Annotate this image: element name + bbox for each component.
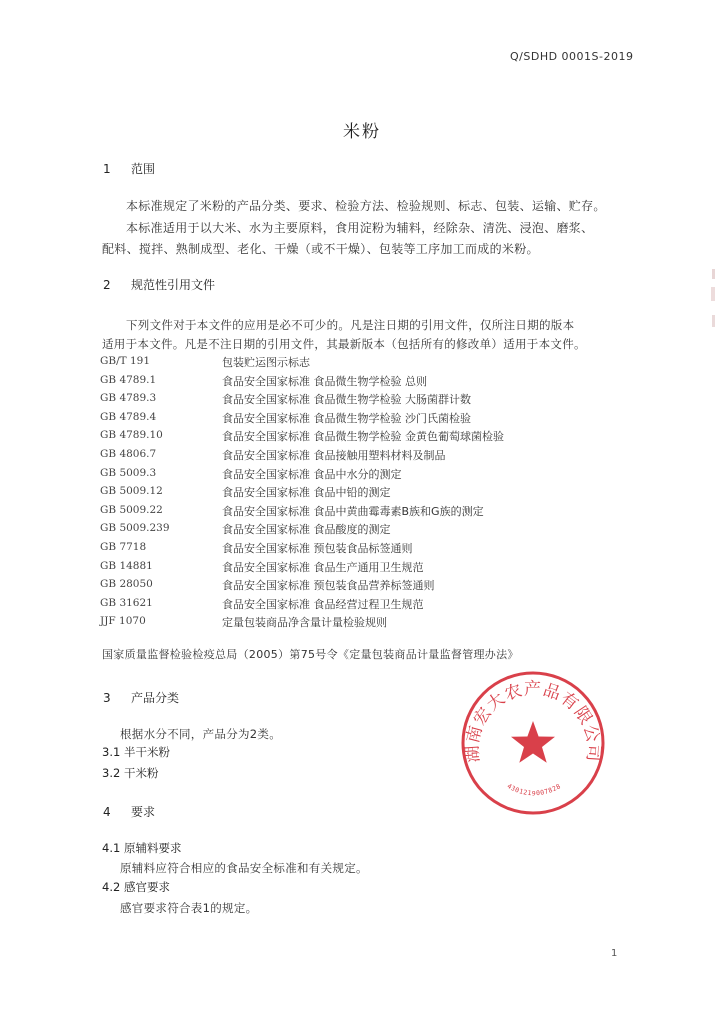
reference-title: 食品安全国家标准 食品中水分的测定 bbox=[222, 467, 402, 481]
sensory-requirement: 感官要求符合表1的规定。 bbox=[120, 901, 258, 915]
subsection-4-2 bbox=[102, 879, 170, 895]
reference-title: 包装贮运图示标志 bbox=[222, 356, 310, 369]
references-intro-line-1: 下列文件对于本文件的应用是必不可少的。凡是注日期的引用文件，仅所注日期的版本 bbox=[126, 318, 575, 332]
reference-title: 食品安全国家标准 食品中黄曲霉毒素B族和G族的测定 bbox=[222, 504, 484, 518]
reference-title: 食品安全国家标准 食品微生物学检验 总则 bbox=[222, 374, 427, 388]
reference-title: 食品安全国家标准 食品微生物学检验 沙门氏菌检验 bbox=[222, 411, 471, 425]
section-title: 要求 bbox=[131, 805, 156, 819]
section-title: 规范性引用文件 bbox=[131, 278, 216, 292]
page-number: 1 bbox=[611, 948, 618, 959]
reference-title: 食品安全国家标准 食品中铅的测定 bbox=[222, 486, 391, 500]
reference-title: 定量包装商品净含量计量检验规则 bbox=[222, 616, 387, 630]
reference-code: GB 5009.22 bbox=[100, 503, 163, 516]
reference-code: GB 14881 bbox=[100, 559, 153, 572]
scan-edge-marks bbox=[709, 265, 719, 345]
document-title: 米粉 bbox=[343, 122, 381, 142]
subsection-title: 原辅料要求 bbox=[123, 841, 182, 855]
seal-company-name: 湖南宏大农产品有限公司 bbox=[462, 679, 604, 764]
subsection-number: 4.2 bbox=[102, 880, 121, 894]
section-title: 产品分类 bbox=[131, 691, 180, 705]
scope-paragraph-1: 本标准规定了米粉的产品分类、要求、检验方法、检验规则、标志、包装、运输、贮存。 bbox=[126, 199, 606, 213]
classification-paragraph: 根据水分不同，产品分为2类。 bbox=[120, 727, 282, 741]
reference-title: 食品安全国家标准 食品微生物学检验 金黄色葡萄球菌检验 bbox=[222, 430, 504, 444]
raw-material-requirement: 原辅料应符合相应的食品安全标准和有关规定。 bbox=[120, 861, 368, 875]
reference-code: GB 5009.239 bbox=[100, 522, 170, 535]
reference-title: 食品安全国家标准 预包装食品营养标签通则 bbox=[222, 579, 435, 593]
reference-code: GB 4789.4 bbox=[100, 410, 157, 423]
subsection-title: 感官要求 bbox=[123, 880, 170, 894]
reference-code: GB 31621 bbox=[100, 596, 153, 609]
subsection-number: 3.2 bbox=[102, 766, 121, 780]
company-seal bbox=[458, 668, 608, 818]
subsection-3-2 bbox=[102, 765, 158, 781]
reference-title: 食品安全国家标准 食品经营过程卫生规范 bbox=[222, 597, 424, 611]
seal-serial-number: 4301219007828 bbox=[505, 782, 563, 798]
subsection-3-1 bbox=[102, 744, 170, 760]
subsection-title: 半干米粉 bbox=[123, 745, 170, 759]
decree-reference: 国家质量监督检验检疫总局（2005）第75号令《定量包装商品计量监督管理办法》 bbox=[102, 648, 519, 661]
reference-code: JJF 1070 bbox=[100, 615, 146, 628]
section-number: 2 bbox=[103, 278, 111, 292]
reference-title: 食品安全国家标准 食品接触用塑料材料及制品 bbox=[222, 449, 446, 462]
section-number: 3 bbox=[103, 691, 111, 705]
reference-code: GB 7718 bbox=[100, 541, 147, 553]
section-1-heading bbox=[103, 160, 155, 177]
section-number: 1 bbox=[103, 162, 111, 176]
scope-paragraph-2-line-2: 配料、搅拌、熟制成型、老化、干燥（或不干燥）、包装等工序加工而成的米粉。 bbox=[102, 242, 539, 256]
reference-title: 食品安全国家标准 食品酸度的测定 bbox=[222, 523, 391, 537]
reference-title: 食品安全国家标准 食品生产通用卫生规范 bbox=[222, 560, 424, 574]
star-icon bbox=[511, 721, 555, 763]
reference-code: GB 28050 bbox=[100, 578, 153, 591]
section-4-heading bbox=[103, 803, 155, 820]
reference-code: GB 5009.3 bbox=[100, 466, 157, 479]
subsection-number: 4.1 bbox=[102, 841, 121, 855]
reference-code: GB 4789.1 bbox=[100, 373, 157, 386]
reference-code: GB 4789.3 bbox=[100, 392, 157, 405]
section-number: 4 bbox=[103, 805, 111, 819]
reference-code: GB 4789.10 bbox=[100, 429, 163, 442]
scope-paragraph-2-line-1: 本标准适用于以大米、水为主要原料，食用淀粉为辅料，经除杂、清洗、浸泡、磨浆、 bbox=[126, 221, 594, 235]
subsection-number: 3.1 bbox=[102, 745, 121, 759]
reference-code: GB 4806.7 bbox=[100, 448, 157, 460]
document-code: Q/SDHD 0001S-2019 bbox=[510, 50, 634, 63]
subsection-title: 干米粉 bbox=[123, 766, 159, 780]
reference-title: 食品安全国家标准 预包装食品标签通则 bbox=[222, 542, 413, 555]
references-intro-line-2: 适用于本文件。凡是不注日期的引用文件，其最新版本（包括所有的修改单）适用于本文件。 bbox=[102, 337, 586, 351]
section-2-heading bbox=[103, 276, 215, 293]
reference-title: 食品安全国家标准 食品微生物学检验 大肠菌群计数 bbox=[222, 393, 471, 407]
reference-code: GB 5009.12 bbox=[100, 485, 163, 498]
subsection-4-1 bbox=[102, 840, 181, 856]
reference-code: GB/T 191 bbox=[100, 355, 151, 367]
section-3-heading bbox=[103, 689, 179, 706]
section-title: 范围 bbox=[131, 162, 156, 176]
